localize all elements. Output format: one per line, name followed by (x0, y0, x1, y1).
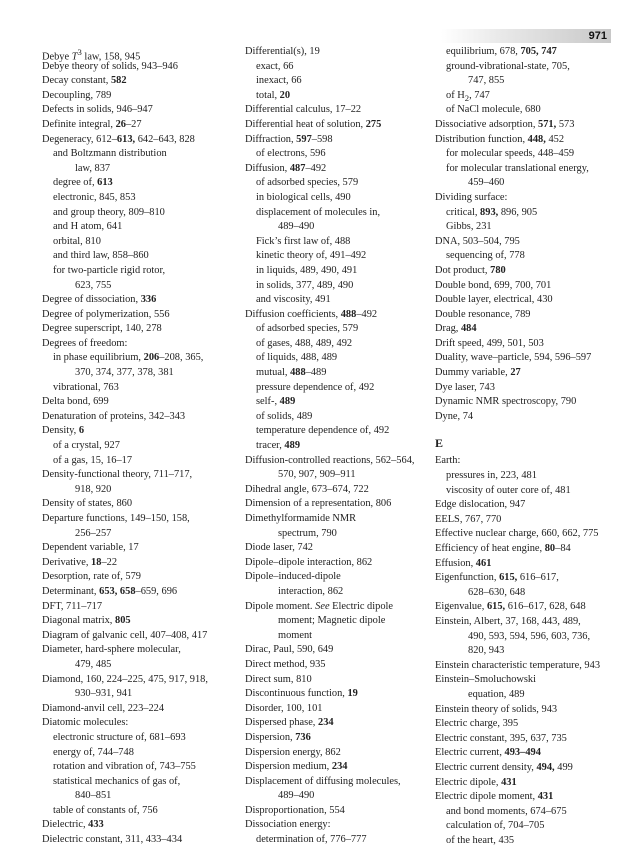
index-entry: Dispersion energy, 862 (245, 746, 341, 758)
index-entry: Density-functional theory, 711–717, (42, 469, 193, 481)
index-entry: Eigenfunction, 615, 616–617, (435, 572, 559, 584)
index-entry: Disproportionation, 554 (245, 804, 345, 816)
index-entry: Electric constant, 395, 637, 735 (435, 732, 567, 744)
index-entry: Eigenvalue, 615, 616–617, 628, 648 (435, 601, 586, 613)
index-subentry: sequencing of, 778 (446, 250, 525, 262)
index-subentry: tracer, 489 (256, 440, 301, 452)
index-entry: Direct sum, 810 (245, 673, 312, 685)
index-entry: Degrees of freedom: (42, 337, 128, 349)
index-entry: Double resonance, 789 (435, 308, 531, 320)
index-subentry: in solids, 377, 489, 490 (256, 279, 354, 291)
index-entry: Diameter, hard-sphere molecular, (42, 644, 181, 656)
index-subentry: in biological cells, 490 (256, 191, 351, 203)
index-entry: Denaturation of proteins, 342–343 (42, 410, 186, 422)
index-entry: Decoupling, 789 (42, 89, 112, 101)
index-subentry: self-, 489 (256, 396, 296, 408)
index-subentry: rotation and vibration of, 743–755 (53, 761, 196, 773)
index-subentry: pressures in, 223, 481 (446, 470, 537, 482)
index-entry: Differential calculus, 17–22 (245, 104, 362, 116)
index-subentry: and third law, 858–860 (53, 250, 149, 262)
index-subentry: electronic structure of, 681–693 (53, 731, 186, 743)
index-subentry: equilibrium, 678, 705, 747 (446, 46, 557, 57)
index-entry: Debye theory of solids, 943–946 (42, 60, 178, 72)
section-letter: E (435, 436, 444, 451)
index-subentry: 489–490 (278, 221, 315, 233)
index-entry: Dependent variable, 17 (42, 542, 139, 554)
index-entry: Defects in solids, 946–947 (42, 104, 153, 116)
index-subentry: displacement of molecules in, (256, 206, 381, 218)
index-subentry: interaction, 862 (278, 585, 344, 597)
index-subentry: of liquids, 488, 489 (256, 352, 338, 364)
index-subentry: critical, 893, 896, 905 (446, 206, 538, 218)
index-entry: Debye $T^3$ law, 158, 945 (42, 47, 141, 63)
index-subentry: viscosity of outer core of, 481 (446, 484, 571, 496)
index-entry: Degeneracy, 612–613, 642–643, 828 (42, 133, 195, 145)
index-entry: Diffraction, 597–598 (245, 133, 333, 145)
index-entry: Double bond, 699, 700, 701 (435, 279, 552, 291)
index-entry: Dipole–dipole interaction, 862 (245, 556, 373, 568)
index-entry: Decay constant, 582 (42, 75, 127, 87)
index-subentry: temperature dependence of, 492 (256, 425, 390, 437)
index-entry: Density of states, 860 (42, 498, 133, 510)
index-entry: Delta bond, 699 (42, 396, 109, 408)
index-subentry: moment; Magnetic dipole (278, 615, 386, 627)
index-entry: Dot product, 780 (435, 264, 506, 276)
index-subentry: of solids, 489 (256, 410, 313, 422)
index-column-2 (245, 45, 435, 848)
index-entry: Diffusion coefficients, 488–492 (245, 308, 378, 320)
index-entry: Displacement of diffusing molecules, (245, 775, 401, 787)
index-subentry: 840–851 (75, 790, 112, 802)
index-subentry: 747, 855 (468, 75, 505, 87)
index-subentry: 479, 485 (75, 658, 112, 670)
index-entry: Effective nuclear charge, 660, 662, 775 (435, 528, 599, 540)
index-subentry: 820, 943 (468, 645, 505, 657)
index-subentry: in liquids, 489, 490, 491 (256, 264, 358, 276)
index-subentry: in phase equilibrium, 206–208, 365, (53, 352, 204, 364)
index-entry: Dielectric constant, 311, 433–434 (42, 834, 183, 846)
index-entry: Electric current, 493–494 (435, 747, 541, 759)
index-entry: Diamond, 160, 224–225, 475, 917, 918, (42, 673, 208, 685)
index-subentry: statistical mechanics of gas of, (53, 775, 181, 787)
index-entry: Electric dipole moment, 431 (435, 791, 554, 803)
index-entry: Degree of dissociation, 336 (42, 294, 157, 306)
index-entry: Dimethylformamide NMR (245, 513, 357, 524)
index-entry: Diatomic molecules: (42, 717, 129, 729)
page-number: 971 (588, 30, 607, 42)
index-subentry: 490, 593, 594, 596, 603, 736, (468, 630, 591, 642)
index-column-3 (435, 45, 625, 848)
index-entry: Einstein theory of solids, 943 (435, 703, 558, 715)
index-subentry: for two-particle rigid rotor, (53, 264, 166, 276)
index-subentry: and bond moments, 674–675 (446, 805, 567, 817)
index-subentry: of adsorbed species, 579 (256, 177, 359, 189)
index-entry: DNA, 503–504, 795 (435, 235, 520, 247)
index-subentry: Gibbs, 231 (446, 221, 492, 233)
index-subentry: law, 837 (75, 162, 111, 174)
index-subentry: of the heart, 435 (446, 834, 515, 846)
index-subentry: calculation of, 704–705 (446, 820, 545, 832)
index-entry: Dispersion, 736 (245, 731, 311, 743)
index-subentry: of adsorbed species, 579 (256, 323, 359, 335)
index-subentry: of $H_2$, 747 (446, 89, 490, 103)
index-subentry: of gases, 488, 489, 492 (256, 337, 353, 349)
index-entry: Degree superscript, 140, 278 (42, 323, 162, 335)
index-subentry: 623, 755 (75, 279, 112, 291)
index-entry: Dissociation energy: (245, 819, 331, 831)
index-subentry: and viscosity, 491 (256, 294, 331, 306)
index-subentry: ground-vibrational-state, 705, (446, 60, 570, 72)
index-subentry: 570, 907, 909–911 (278, 469, 356, 481)
index-subentry: mutual, 488–489 (256, 367, 327, 379)
index-subentry: 918, 920 (75, 483, 112, 495)
index-entry: Dynamic NMR spectroscopy, 790 (435, 396, 577, 408)
index-entry: Diamond-anvil cell, 223–224 (42, 702, 165, 714)
index-subentry: kinetic theory of, 491–492 (256, 250, 367, 262)
index-subentry: of NaCl molecule, 680 (446, 104, 541, 116)
index-entry: Drag, 484 (435, 323, 477, 335)
index-entry: Dielectric, 433 (42, 819, 104, 831)
index-subentry: spectrum, 790 (278, 527, 337, 539)
index-entry: Efficiency of heat engine, 80–84 (435, 543, 571, 554)
index-entry: Double layer, electrical, 430 (435, 294, 553, 306)
index-entry: Differential(s), 19 (245, 46, 320, 57)
index-entry: Einstein, Albert, 37, 168, 443, 489, (435, 615, 581, 627)
index-entry: Dihedral angle, 673–674, 722 (245, 483, 369, 495)
index-entry: Dissociative adsorption, 571, 573 (435, 118, 575, 130)
page-header-bar (441, 29, 611, 43)
index-entry: Diagram of galvanic cell, 407–408, 417 (42, 629, 208, 641)
index-entry: Degree of polymerization, 556 (42, 308, 170, 320)
index-entry: Distribution function, 448, 452 (435, 133, 565, 145)
index-entry: Diffusion, 487–492 (245, 162, 327, 174)
index-entry: Dyne, 74 (435, 410, 474, 422)
index-subentry: degree of, 613 (53, 177, 113, 189)
index-entry: Discontinuous function, 19 (245, 688, 358, 700)
index-entry: Duality, wave–particle, 594, 596–597 (435, 352, 592, 364)
index-entry: Definite integral, 26–27 (42, 118, 142, 130)
index-subentry: Fick’s first law of, 488 (256, 235, 351, 247)
index-subentry: 459–460 (468, 177, 505, 189)
index-subentry: total, 20 (256, 89, 291, 101)
index-subentry: for molecular translational energy, (446, 162, 589, 174)
index-subentry: 256–257 (75, 527, 112, 539)
index-entry: Direct method, 935 (245, 658, 326, 670)
index-entry: Determinant, 653, 658–659, 696 (42, 585, 178, 597)
index-entry: Differential heat of solution, 275 (245, 118, 382, 130)
index-subentry: 628–630, 648 (468, 586, 526, 598)
index-entry: Derivative, 18–22 (42, 556, 118, 568)
index-subentry: table of constants of, 756 (53, 804, 158, 816)
index-entry: Effusion, 461 (435, 557, 492, 569)
index-entry: Dispersion medium, 234 (245, 761, 348, 773)
index-entry: Einstein characteristic temperature, 943 (435, 659, 601, 671)
index-subentry: of a gas, 15, 16–17 (53, 454, 133, 466)
index-subentry: 370, 374, 377, 378, 381 (75, 367, 174, 379)
index-column-1 (42, 45, 232, 848)
index-subentry: exact, 66 (256, 60, 294, 72)
index-entry: Dummy variable, 27 (435, 367, 521, 379)
index-subentry: inexact, 66 (256, 75, 302, 87)
index-subentry: and H atom, 641 (53, 221, 123, 233)
index-entry: Dye laser, 743 (435, 381, 495, 393)
index-subentry: pressure dependence of, 492 (256, 381, 375, 393)
index-subentry: orbital, 810 (53, 235, 101, 247)
index-entry: Departure functions, 149–150, 158, (42, 513, 190, 524)
index-subentry: equation, 489 (468, 688, 525, 700)
index-entry: Einstein–Smoluchowski (435, 674, 537, 686)
index-subentry: and Boltzmann distribution (53, 148, 167, 160)
index-entry: Earth: (435, 455, 461, 467)
index-subentry: 930–931, 941 (75, 688, 133, 700)
index-entry: Diagonal matrix, 805 (42, 615, 131, 627)
index-subentry: electronic, 845, 853 (53, 191, 136, 203)
index-entry: Dipole–induced-dipole (245, 571, 341, 583)
index-entry: EELS, 767, 770 (435, 513, 502, 525)
index-entry: Electric charge, 395 (435, 718, 519, 730)
index-entry: Disorder, 100, 101 (245, 702, 323, 714)
index-subentry: moment (278, 629, 313, 641)
index-subentry: 489–490 (278, 790, 315, 802)
index-entry: Dimension of a representation, 806 (245, 498, 392, 510)
index-entry: DFT, 711–717 (42, 600, 103, 612)
index-entry: Dirac, Paul, 590, 649 (245, 644, 334, 656)
index-entry: Edge dislocation, 947 (435, 499, 526, 511)
index-entry: Electric current density, 494, 499 (435, 761, 573, 773)
index-subentry: of electrons, 596 (256, 148, 326, 160)
index-entry: Dividing surface: (435, 191, 508, 203)
index-subentry: for molecular speeds, 448–459 (446, 148, 575, 160)
index-entry: Drift speed, 499, 501, 503 (435, 337, 544, 349)
index-entry: Dipole moment. See Electric dipole (245, 600, 394, 612)
index-subentry: vibrational, 763 (53, 381, 119, 393)
index-subentry: of a crystal, 927 (53, 440, 120, 452)
index-entry: Desorption, rate of, 579 (42, 571, 141, 583)
index-entry: Diode laser, 742 (245, 542, 313, 554)
index-entry: Electric dipole, 431 (435, 776, 517, 788)
index-subentry: energy of, 744–748 (53, 746, 134, 758)
index-entry: Density, 6 (42, 425, 85, 437)
index-subentry: and group theory, 809–810 (53, 206, 165, 218)
index-entry: Diffusion-controlled reactions, 562–564, (245, 454, 415, 466)
index-entry: Dispersed phase, 234 (245, 717, 334, 729)
index-subentry: determination of, 776–777 (256, 834, 367, 846)
